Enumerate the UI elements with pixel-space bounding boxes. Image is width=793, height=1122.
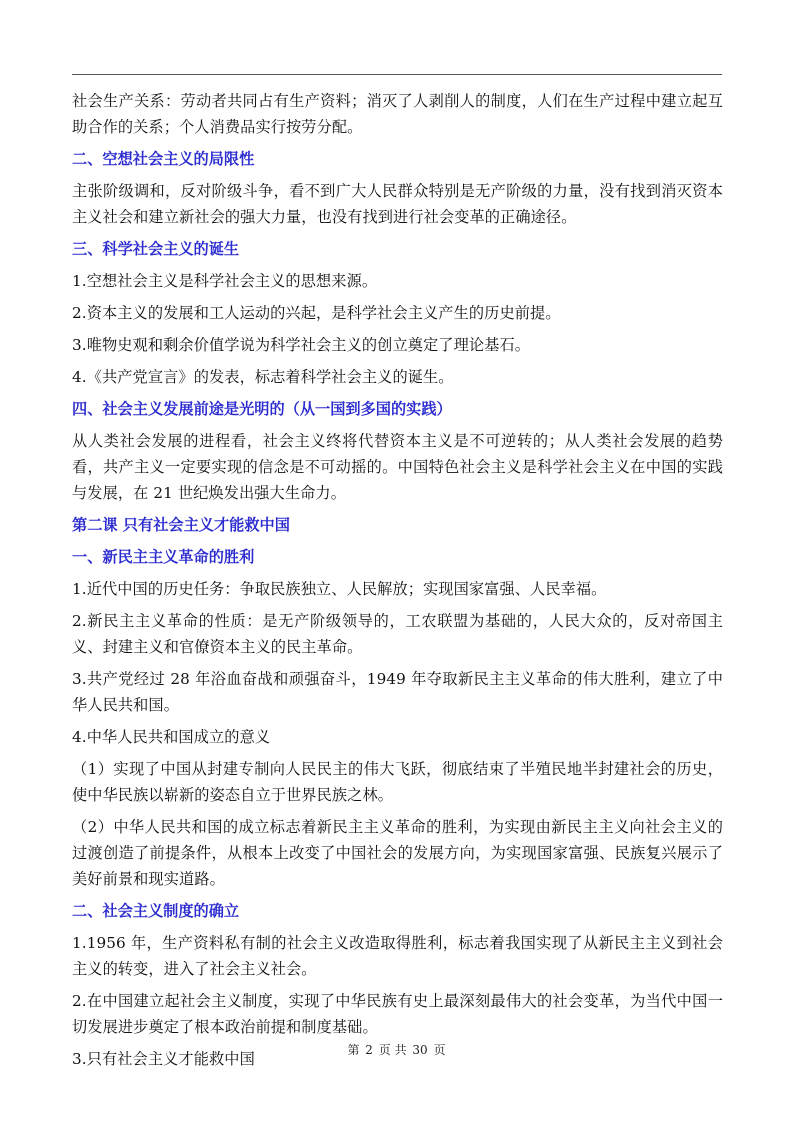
current-page-number: 2 bbox=[365, 1043, 373, 1057]
footer-mid: 页 共 bbox=[378, 1043, 407, 1057]
section-heading: 一、新民主主义革命的胜利 bbox=[72, 548, 255, 566]
lesson-heading: 第二课 只有社会主义才能救中国 bbox=[72, 516, 290, 534]
list-item: 4.中华人民共和国成立的意义 bbox=[72, 728, 271, 746]
list-item: 4.《共产党宣言》的发表，标志着科学社会主义的诞生。 bbox=[72, 368, 454, 386]
paragraph: 从人类社会发展的进程看，社会主义终将代替资本主义是不可逆转的；从人类社会发展的趋势看，共产主义一定要实现的信念是不可动摇的。中国特色社会主义是科学社会主义在中国的实践与发展，在 21 世纪焕发出强大生命力。 bbox=[72, 432, 723, 502]
footer-suffix: 页 bbox=[433, 1043, 446, 1057]
list-item: 3.共产党经过 28 年浴血奋战和顽强奋斗，1949 年夺取新民主主义革命的伟大胜利，建立了中华人民共和国。 bbox=[72, 670, 723, 714]
page-footer bbox=[0, 1041, 793, 1058]
header-rule bbox=[72, 74, 722, 75]
sub-list-item: （2）中华人民共和国的成立标志着新民主主义革命的胜利，为实现由新民主主义向社会主义的过渡创造了前提条件，从根本上改变了中国社会的发展方向，为实现国家富强、民族复兴展示了美好前景和现实道路。 bbox=[72, 818, 723, 888]
list-item: 3.只有社会主义才能救中国 bbox=[72, 1050, 255, 1068]
section-heading: 三、科学社会主义的诞生 bbox=[72, 240, 240, 258]
list-item: 2.新民主主义革命的性质：是无产阶级领导的，工农联盟为基础的，人民大众的，反对帝国主义、封建主义和官僚资本主义的民主革命。 bbox=[72, 612, 723, 656]
section-heading: 二、空想社会主义的局限性 bbox=[72, 150, 255, 168]
list-item: 1.1956 年，生产资料私有制的社会主义改造取得胜利，标志着我国实现了从新民主主义到社会主义的转变，进入了社会主义社会。 bbox=[72, 934, 723, 978]
list-item: 3.唯物史观和剩余价值学说为科学社会主义的创立奠定了理论基石。 bbox=[72, 336, 531, 354]
sub-list-item: （1）实现了中国从封建专制向人民民主的伟大飞跃，彻底结束了半殖民地半封建社会的历史，使中华民族以崭新的姿态自立于世界民族之林。 bbox=[72, 760, 723, 804]
footer-prefix: 第 bbox=[347, 1043, 360, 1057]
total-page-count: 30 bbox=[412, 1043, 428, 1057]
section-heading: 四、社会主义发展前途是光明的（从一国到多国的实践） bbox=[72, 400, 452, 418]
list-item: 2.在中国建立起社会主义制度，实现了中华民族有史上最深刻最伟大的社会变革，为当代中国一切发展进步奠定了根本政治前提和制度基础。 bbox=[72, 992, 723, 1036]
section-heading: 二、社会主义制度的确立 bbox=[72, 902, 240, 920]
paragraph: 社会生产关系：劳动者共同占有生产资料；消灭了人剥削人的制度，人们在生产过程中建立起互助合作的关系；个人消费品实行按劳分配。 bbox=[72, 92, 723, 136]
list-item: 1.空想社会主义是科学社会主义的思想来源。 bbox=[72, 272, 378, 290]
list-item: 2.资本主义的发展和工人运动的兴起，是科学社会主义产生的历史前提。 bbox=[72, 304, 561, 322]
list-item: 1.近代中国的历史任务：争取民族独立、人民解放；实现国家富强、人民幸福。 bbox=[72, 580, 607, 598]
paragraph: 主张阶级调和，反对阶级斗争，看不到广大人民群众特别是无产阶级的力量，没有找到消灭资本主义社会和建立新社会的强大力量，也没有找到进行社会变革的正确途径。 bbox=[72, 182, 723, 226]
document-body bbox=[72, 88, 723, 1078]
